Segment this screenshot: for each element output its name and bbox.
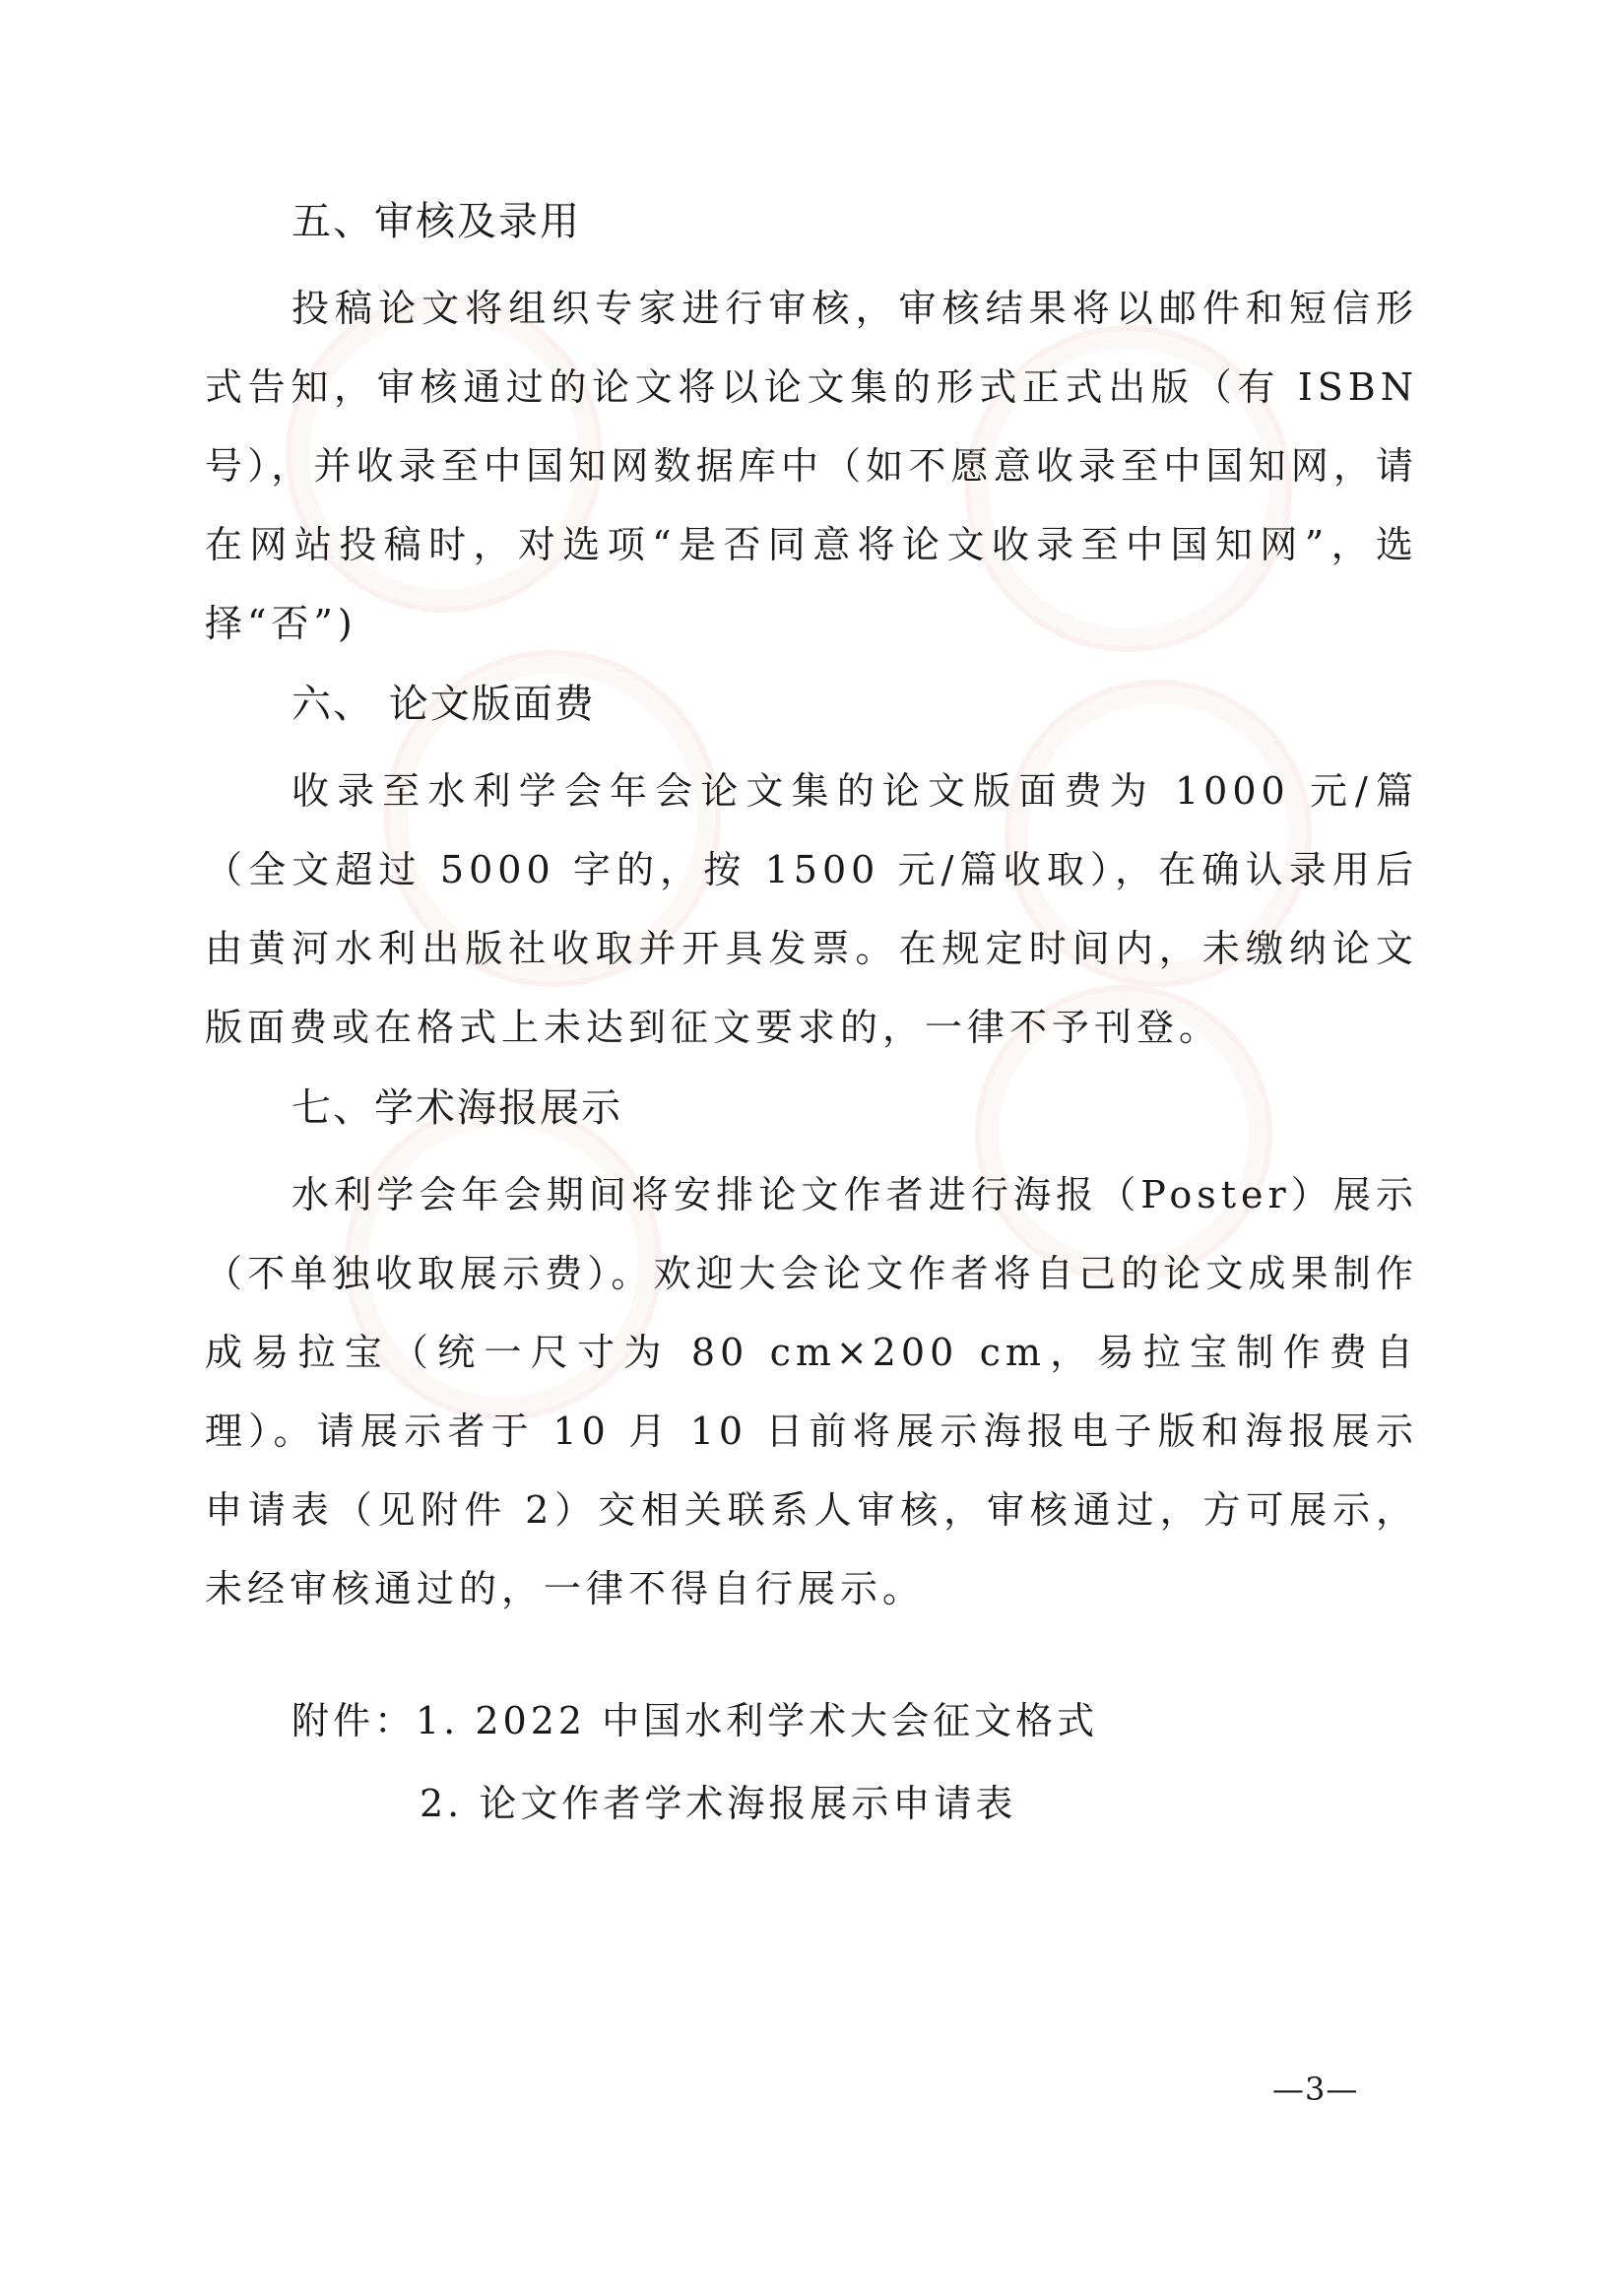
section-heading-poster: 七、学术海报展示 (292, 1085, 622, 1131)
page-number: —3— (1272, 2070, 1359, 2108)
section-paragraph-fee: 收录至水利学会年会论文集的论文版面费为 1000 元/篇（全文超过 5000 字的，按 1500 元/篇收取），在确认录用后由黄河水利出版社收取并开具发票。在规定时间内，未缴纳论文版面费或在格式上未达到征文要求的，一律不予刊登。 (205, 769, 1418, 1049)
attachment-item-1: 附件：1. 2022 中国水利学术大会征文格式 (292, 1699, 1099, 1742)
section-heading-review: 五、审核及录用 (292, 199, 581, 244)
section-paragraph-poster: 水利学会年会期间将安排论文作者进行海报（Poster）展示（不单独收取展示费）。欢迎大会论文作者将自己的论文成果制作成易拉宝（统一尺寸为 80 cm×200 cm，易拉宝制作费自理）。请展示者于 10 月 10 日前将展示海报电子版和海报展示申请表（见附件 2）交相关联系人审核，审核通过，方可展示，未经审核通过的，一律不得自行展示。 (205, 1173, 1418, 1610)
attachment-item-2: 2. 论文作者学术海报展示申请表 (420, 1782, 1017, 1825)
section-paragraph-review: 投稿论文将组织专家进行审核，审核结果将以邮件和短信形式告知，审核通过的论文将以论文集的形式正式出版（有 ISBN号），并收录至中国知网数据库中（如不愿意收录至中国知网，请在网站投稿时，对选项“是否同意将论文收录至中国知网”，选择“否”) (205, 287, 1418, 645)
document-body (205, 192, 1418, 1845)
attachments-block (205, 1679, 1418, 1845)
section-heading-fee: 六、 论文版面费 (292, 682, 596, 727)
